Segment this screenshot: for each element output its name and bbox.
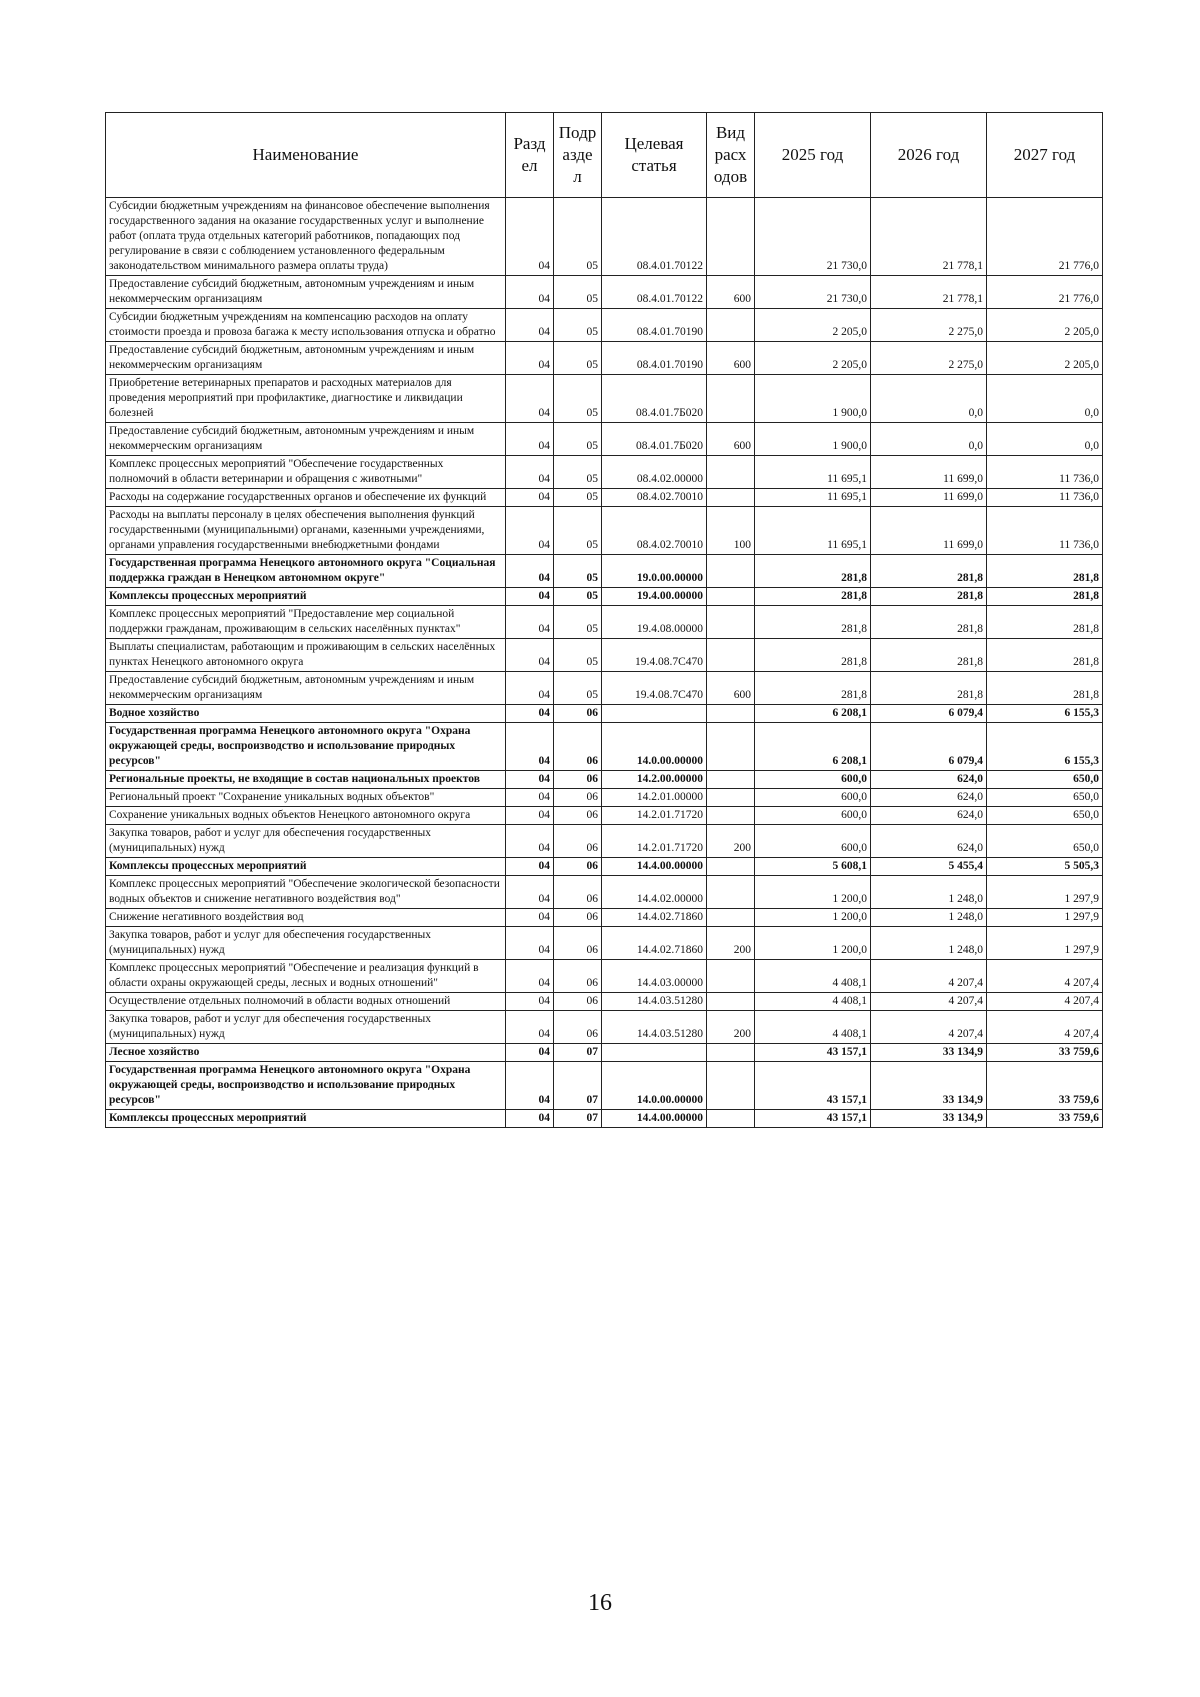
table-row <box>106 198 1103 276</box>
cell-razdel: 04 <box>506 276 554 309</box>
cell-2026: 281,8 <box>871 639 987 672</box>
cell-expense-type <box>707 555 755 588</box>
cell-name: Расходы на выплаты персоналу в целях обеспечения выполнения функций государственными (муниципальными) органами, казенными учреждениями, органами управления государственными внебюджетными фондами <box>106 507 506 555</box>
cell-name: Приобретение ветеринарных препаратов и расходных материалов для проведения мероприятий при профилактике, диагностике и ликвидации болезней <box>106 375 506 423</box>
cell-2025: 281,8 <box>755 606 871 639</box>
cell-2026: 4 207,4 <box>871 960 987 993</box>
cell-expense-type <box>707 993 755 1011</box>
cell-target-article: 08.4.01.70122 <box>602 276 707 309</box>
cell-2026: 0,0 <box>871 375 987 423</box>
table-row <box>106 771 1103 789</box>
cell-target-article: 14.4.00.00000 <box>602 1110 707 1128</box>
cell-2027: 0,0 <box>987 375 1103 423</box>
cell-2026: 4 207,4 <box>871 1011 987 1044</box>
table-row <box>106 456 1103 489</box>
cell-2027: 281,8 <box>987 588 1103 606</box>
cell-2026: 281,8 <box>871 606 987 639</box>
cell-name: Комплекс процессных мероприятий "Предоставление мер социальной поддержки гражданам, проживающим в сельских населённых пунктах" <box>106 606 506 639</box>
cell-2027: 0,0 <box>987 423 1103 456</box>
cell-name: Предоставление субсидий бюджетным, автономным учреждениям и иным некоммерческим организациям <box>106 342 506 375</box>
cell-target-article: 19.0.00.00000 <box>602 555 707 588</box>
cell-expense-type <box>707 876 755 909</box>
cell-2025: 281,8 <box>755 555 871 588</box>
cell-expense-type <box>707 723 755 771</box>
cell-razdel: 04 <box>506 672 554 705</box>
cell-razdel: 04 <box>506 1110 554 1128</box>
table-row <box>106 789 1103 807</box>
cell-2026: 624,0 <box>871 807 987 825</box>
cell-podrazdel: 06 <box>554 960 602 993</box>
cell-razdel: 04 <box>506 771 554 789</box>
cell-podrazdel: 07 <box>554 1062 602 1110</box>
cell-expense-type: 600 <box>707 672 755 705</box>
table-row <box>106 588 1103 606</box>
cell-2026: 624,0 <box>871 789 987 807</box>
cell-expense-type <box>707 588 755 606</box>
cell-2026: 5 455,4 <box>871 858 987 876</box>
table-row <box>106 423 1103 456</box>
cell-target-article: 14.4.03.00000 <box>602 960 707 993</box>
header-2025: 2025 год <box>755 113 871 198</box>
cell-2025: 6 208,1 <box>755 723 871 771</box>
cell-expense-type <box>707 1044 755 1062</box>
cell-expense-type <box>707 771 755 789</box>
cell-podrazdel: 05 <box>554 309 602 342</box>
cell-target-article: 14.2.01.71720 <box>602 825 707 858</box>
cell-target-article: 08.4.01.7Б020 <box>602 423 707 456</box>
cell-razdel: 04 <box>506 1011 554 1044</box>
cell-2025: 600,0 <box>755 807 871 825</box>
cell-expense-type <box>707 789 755 807</box>
cell-target-article: 19.4.00.00000 <box>602 588 707 606</box>
cell-name: Субсидии бюджетным учреждениям на финансовое обеспечение выполнения государственного задания на оказание государственных услуг и выполнение работ (оплата труда отдельных категорий работников, попадающих под регулирование в связи с соблюдением установленного федеральным законодательством минимального размера оплаты труда) <box>106 198 506 276</box>
cell-name: Комплексы процессных мероприятий <box>106 588 506 606</box>
cell-target-article: 14.0.00.00000 <box>602 1062 707 1110</box>
cell-2026: 2 275,0 <box>871 342 987 375</box>
cell-2026: 33 134,9 <box>871 1044 987 1062</box>
cell-2025: 1 200,0 <box>755 927 871 960</box>
cell-expense-type <box>707 807 755 825</box>
cell-podrazdel: 06 <box>554 825 602 858</box>
cell-2026: 1 248,0 <box>871 927 987 960</box>
cell-2025: 281,8 <box>755 672 871 705</box>
cell-2027: 4 207,4 <box>987 1011 1103 1044</box>
cell-2027: 6 155,3 <box>987 705 1103 723</box>
cell-2026: 0,0 <box>871 423 987 456</box>
cell-target-article: 14.2.00.00000 <box>602 771 707 789</box>
cell-2027: 650,0 <box>987 825 1103 858</box>
cell-name: Снижение негативного воздействия вод <box>106 909 506 927</box>
cell-2025: 2 205,0 <box>755 342 871 375</box>
cell-expense-type <box>707 489 755 507</box>
cell-target-article: 14.4.02.00000 <box>602 876 707 909</box>
cell-2027: 281,8 <box>987 555 1103 588</box>
cell-target-article: 19.4.08.7С470 <box>602 672 707 705</box>
cell-target-article: 08.4.01.70122 <box>602 198 707 276</box>
cell-podrazdel: 05 <box>554 276 602 309</box>
cell-2026: 11 699,0 <box>871 507 987 555</box>
cell-2026: 281,8 <box>871 555 987 588</box>
cell-razdel: 04 <box>506 588 554 606</box>
cell-podrazdel: 06 <box>554 858 602 876</box>
cell-expense-type: 600 <box>707 276 755 309</box>
cell-2025: 11 695,1 <box>755 489 871 507</box>
cell-name: Закупка товаров, работ и услуг для обеспечения государственных (муниципальных) нужд <box>106 1011 506 1044</box>
cell-2027: 11 736,0 <box>987 489 1103 507</box>
cell-2027: 281,8 <box>987 672 1103 705</box>
cell-2027: 21 776,0 <box>987 276 1103 309</box>
cell-razdel: 04 <box>506 825 554 858</box>
cell-podrazdel: 05 <box>554 423 602 456</box>
cell-podrazdel: 05 <box>554 507 602 555</box>
cell-name: Закупка товаров, работ и услуг для обеспечения государственных (муниципальных) нужд <box>106 927 506 960</box>
cell-name: Субсидии бюджетным учреждениям на компенсацию расходов на оплату стоимости проезда и провоза багажа к месту использования отпуска и обратно <box>106 309 506 342</box>
cell-target-article: 08.4.01.7Б020 <box>602 375 707 423</box>
cell-name: Комплекс процессных мероприятий "Обеспечение экологической безопасности водных объектов и снижение негативного воздействия вод" <box>106 876 506 909</box>
cell-target-article: 14.2.01.71720 <box>602 807 707 825</box>
cell-podrazdel: 05 <box>554 588 602 606</box>
cell-podrazdel: 06 <box>554 807 602 825</box>
cell-razdel: 04 <box>506 807 554 825</box>
table-row <box>106 555 1103 588</box>
table-row <box>106 276 1103 309</box>
cell-target-article: 08.4.02.00000 <box>602 456 707 489</box>
page-number: 16 <box>588 1590 612 1616</box>
cell-2025: 281,8 <box>755 588 871 606</box>
cell-razdel: 04 <box>506 606 554 639</box>
cell-2025: 281,8 <box>755 639 871 672</box>
cell-2027: 1 297,9 <box>987 927 1103 960</box>
cell-target-article: 19.4.08.00000 <box>602 606 707 639</box>
cell-2027: 4 207,4 <box>987 993 1103 1011</box>
cell-2026: 2 275,0 <box>871 309 987 342</box>
cell-podrazdel: 06 <box>554 993 602 1011</box>
cell-2027: 2 205,0 <box>987 342 1103 375</box>
cell-2026: 1 248,0 <box>871 909 987 927</box>
cell-expense-type <box>707 639 755 672</box>
cell-2026: 21 778,1 <box>871 198 987 276</box>
cell-target-article: 08.4.01.70190 <box>602 309 707 342</box>
cell-2026: 21 778,1 <box>871 276 987 309</box>
cell-2025: 5 608,1 <box>755 858 871 876</box>
cell-podrazdel: 05 <box>554 342 602 375</box>
cell-expense-type: 200 <box>707 927 755 960</box>
cell-expense-type <box>707 456 755 489</box>
cell-2025: 600,0 <box>755 771 871 789</box>
table-row <box>106 1110 1103 1128</box>
cell-razdel: 04 <box>506 375 554 423</box>
cell-expense-type <box>707 960 755 993</box>
cell-expense-type: 600 <box>707 342 755 375</box>
cell-2027: 33 759,6 <box>987 1110 1103 1128</box>
cell-expense-type <box>707 606 755 639</box>
table-row <box>106 507 1103 555</box>
cell-expense-type <box>707 1062 755 1110</box>
cell-name: Предоставление субсидий бюджетным, автономным учреждениям и иным некоммерческим организациям <box>106 276 506 309</box>
header-razdel: Разд ел <box>506 113 554 198</box>
cell-expense-type <box>707 1110 755 1128</box>
cell-expense-type <box>707 705 755 723</box>
cell-2025: 1 200,0 <box>755 876 871 909</box>
cell-razdel: 04 <box>506 456 554 489</box>
cell-2025: 21 730,0 <box>755 276 871 309</box>
cell-2025: 1 200,0 <box>755 909 871 927</box>
cell-name: Комплексы процессных мероприятий <box>106 858 506 876</box>
cell-2027: 1 297,9 <box>987 909 1103 927</box>
cell-2026: 33 134,9 <box>871 1062 987 1110</box>
cell-expense-type: 100 <box>707 507 755 555</box>
table-row <box>106 858 1103 876</box>
cell-name: Региональный проект "Сохранение уникальных водных объектов" <box>106 789 506 807</box>
cell-name: Водное хозяйство <box>106 705 506 723</box>
cell-2025: 4 408,1 <box>755 1011 871 1044</box>
cell-razdel: 04 <box>506 927 554 960</box>
cell-name: Лесное хозяйство <box>106 1044 506 1062</box>
cell-2026: 624,0 <box>871 771 987 789</box>
cell-target-article: 08.4.02.70010 <box>602 489 707 507</box>
cell-razdel: 04 <box>506 876 554 909</box>
cell-podrazdel: 05 <box>554 672 602 705</box>
cell-2025: 4 408,1 <box>755 993 871 1011</box>
cell-name: Закупка товаров, работ и услуг для обеспечения государственных (муниципальных) нужд <box>106 825 506 858</box>
cell-target-article: 14.2.01.00000 <box>602 789 707 807</box>
cell-target-article: 14.4.03.51280 <box>602 1011 707 1044</box>
cell-2025: 43 157,1 <box>755 1110 871 1128</box>
cell-2027: 281,8 <box>987 606 1103 639</box>
cell-2027: 21 776,0 <box>987 198 1103 276</box>
table-row <box>106 825 1103 858</box>
cell-2026: 11 699,0 <box>871 456 987 489</box>
table-row <box>106 606 1103 639</box>
cell-name: Региональные проекты, не входящие в состав национальных проектов <box>106 771 506 789</box>
cell-name: Комплекс процессных мероприятий "Обеспечение и реализация функций в области охраны окружающей среды, лесных и водных отношений" <box>106 960 506 993</box>
cell-razdel: 04 <box>506 555 554 588</box>
cell-2027: 5 505,3 <box>987 858 1103 876</box>
cell-razdel: 04 <box>506 789 554 807</box>
cell-2026: 281,8 <box>871 588 987 606</box>
cell-expense-type <box>707 198 755 276</box>
cell-2027: 4 207,4 <box>987 960 1103 993</box>
cell-2026: 4 207,4 <box>871 993 987 1011</box>
cell-podrazdel: 05 <box>554 555 602 588</box>
cell-2027: 11 736,0 <box>987 507 1103 555</box>
cell-target-article: 19.4.08.7С470 <box>602 639 707 672</box>
cell-2027: 650,0 <box>987 771 1103 789</box>
cell-2026: 33 134,9 <box>871 1110 987 1128</box>
cell-target-article: 08.4.01.70190 <box>602 342 707 375</box>
table-body <box>106 198 1103 1128</box>
table-row <box>106 705 1103 723</box>
cell-2026: 624,0 <box>871 825 987 858</box>
cell-razdel: 04 <box>506 909 554 927</box>
cell-podrazdel: 06 <box>554 927 602 960</box>
cell-expense-type <box>707 858 755 876</box>
cell-2027: 33 759,6 <box>987 1044 1103 1062</box>
cell-2027: 11 736,0 <box>987 456 1103 489</box>
cell-2025: 4 408,1 <box>755 960 871 993</box>
table-row <box>106 960 1103 993</box>
cell-name: Государственная программа Ненецкого автономного округа "Охрана окружающей среды, воспроизводство и использование природных ресурсов" <box>106 1062 506 1110</box>
cell-podrazdel: 05 <box>554 375 602 423</box>
cell-razdel: 04 <box>506 309 554 342</box>
cell-target-article: 14.4.03.51280 <box>602 993 707 1011</box>
table-row <box>106 489 1103 507</box>
cell-target-article: 14.4.02.71860 <box>602 909 707 927</box>
cell-2025: 600,0 <box>755 789 871 807</box>
cell-razdel: 04 <box>506 198 554 276</box>
cell-podrazdel: 07 <box>554 1044 602 1062</box>
cell-name: Предоставление субсидий бюджетным, автономным учреждениям и иным некоммерческим организациям <box>106 672 506 705</box>
cell-razdel: 04 <box>506 639 554 672</box>
cell-2025: 43 157,1 <box>755 1062 871 1110</box>
cell-2027: 281,8 <box>987 639 1103 672</box>
cell-2026: 281,8 <box>871 672 987 705</box>
cell-target-article: 14.0.00.00000 <box>602 723 707 771</box>
table-row <box>106 723 1103 771</box>
cell-podrazdel: 05 <box>554 489 602 507</box>
table-row <box>106 993 1103 1011</box>
cell-name: Государственная программа Ненецкого автономного округа "Охрана окружающей среды, воспроизводство и использование природных ресурсов" <box>106 723 506 771</box>
cell-2027: 1 297,9 <box>987 876 1103 909</box>
header-expense-type: Вид расх одов <box>707 113 755 198</box>
cell-target-article <box>602 1044 707 1062</box>
table-row <box>106 639 1103 672</box>
cell-name: Выплаты специалистам, работающим и проживающим в сельских населённых пунктах Ненецкого автономного округа <box>106 639 506 672</box>
table-row <box>106 1044 1103 1062</box>
cell-2027: 650,0 <box>987 789 1103 807</box>
table-row <box>106 1011 1103 1044</box>
header-2027: 2027 год <box>987 113 1103 198</box>
cell-razdel: 04 <box>506 1062 554 1110</box>
header-2026: 2026 год <box>871 113 987 198</box>
cell-razdel: 04 <box>506 723 554 771</box>
cell-2026: 11 699,0 <box>871 489 987 507</box>
cell-name: Сохранение уникальных водных объектов Ненецкого автономного округа <box>106 807 506 825</box>
header-podrazdel: Подр азде л <box>554 113 602 198</box>
cell-razdel: 04 <box>506 858 554 876</box>
cell-podrazdel: 06 <box>554 1011 602 1044</box>
cell-podrazdel: 06 <box>554 723 602 771</box>
cell-2025: 600,0 <box>755 825 871 858</box>
table-row <box>106 309 1103 342</box>
cell-name: Осуществление отдельных полномочий в области водных отношений <box>106 993 506 1011</box>
cell-podrazdel: 05 <box>554 606 602 639</box>
cell-razdel: 04 <box>506 705 554 723</box>
cell-2025: 43 157,1 <box>755 1044 871 1062</box>
cell-expense-type: 200 <box>707 1011 755 1044</box>
cell-name: Предоставление субсидий бюджетным, автономным учреждениям и иным некоммерческим организациям <box>106 423 506 456</box>
cell-expense-type: 200 <box>707 825 755 858</box>
cell-expense-type: 600 <box>707 423 755 456</box>
header-target-article: Целевая статья <box>602 113 707 198</box>
cell-razdel: 04 <box>506 489 554 507</box>
cell-podrazdel: 06 <box>554 705 602 723</box>
cell-expense-type <box>707 909 755 927</box>
table-row <box>106 909 1103 927</box>
budget-table <box>105 112 1103 1128</box>
cell-podrazdel: 06 <box>554 771 602 789</box>
cell-razdel: 04 <box>506 423 554 456</box>
cell-2025: 21 730,0 <box>755 198 871 276</box>
table-row <box>106 375 1103 423</box>
cell-podrazdel: 05 <box>554 456 602 489</box>
cell-name: Государственная программа Ненецкого автономного округа "Социальная поддержка граждан в Ненецком автономном округе" <box>106 555 506 588</box>
cell-2027: 33 759,6 <box>987 1062 1103 1110</box>
cell-2025: 1 900,0 <box>755 375 871 423</box>
cell-2025: 11 695,1 <box>755 456 871 489</box>
cell-target-article: 14.4.02.71860 <box>602 927 707 960</box>
cell-target-article <box>602 705 707 723</box>
table-row <box>106 927 1103 960</box>
cell-razdel: 04 <box>506 342 554 375</box>
cell-podrazdel: 07 <box>554 1110 602 1128</box>
cell-2026: 6 079,4 <box>871 723 987 771</box>
cell-2025: 6 208,1 <box>755 705 871 723</box>
cell-podrazdel: 05 <box>554 198 602 276</box>
table-row <box>106 342 1103 375</box>
cell-name: Комплексы процессных мероприятий <box>106 1110 506 1128</box>
table-row <box>106 876 1103 909</box>
cell-razdel: 04 <box>506 993 554 1011</box>
table-row <box>106 807 1103 825</box>
header-name: Наименование <box>106 113 506 198</box>
table-row <box>106 672 1103 705</box>
cell-2025: 1 900,0 <box>755 423 871 456</box>
cell-target-article: 08.4.02.70010 <box>602 507 707 555</box>
cell-podrazdel: 05 <box>554 639 602 672</box>
cell-podrazdel: 06 <box>554 909 602 927</box>
cell-2026: 6 079,4 <box>871 705 987 723</box>
header-row <box>106 113 1103 198</box>
cell-podrazdel: 06 <box>554 789 602 807</box>
cell-razdel: 04 <box>506 1044 554 1062</box>
cell-podrazdel: 06 <box>554 876 602 909</box>
cell-name: Комплекс процессных мероприятий "Обеспечение государственных полномочий в области ветеринарии и обращения с животными" <box>106 456 506 489</box>
cell-razdel: 04 <box>506 960 554 993</box>
cell-2026: 1 248,0 <box>871 876 987 909</box>
cell-2027: 6 155,3 <box>987 723 1103 771</box>
cell-expense-type <box>707 375 755 423</box>
cell-target-article: 14.4.00.00000 <box>602 858 707 876</box>
cell-2027: 650,0 <box>987 807 1103 825</box>
cell-name: Расходы на содержание государственных органов и обеспечение их функций <box>106 489 506 507</box>
cell-2027: 2 205,0 <box>987 309 1103 342</box>
table-row <box>106 1062 1103 1110</box>
cell-expense-type <box>707 309 755 342</box>
cell-razdel: 04 <box>506 507 554 555</box>
cell-2025: 2 205,0 <box>755 309 871 342</box>
cell-2025: 11 695,1 <box>755 507 871 555</box>
